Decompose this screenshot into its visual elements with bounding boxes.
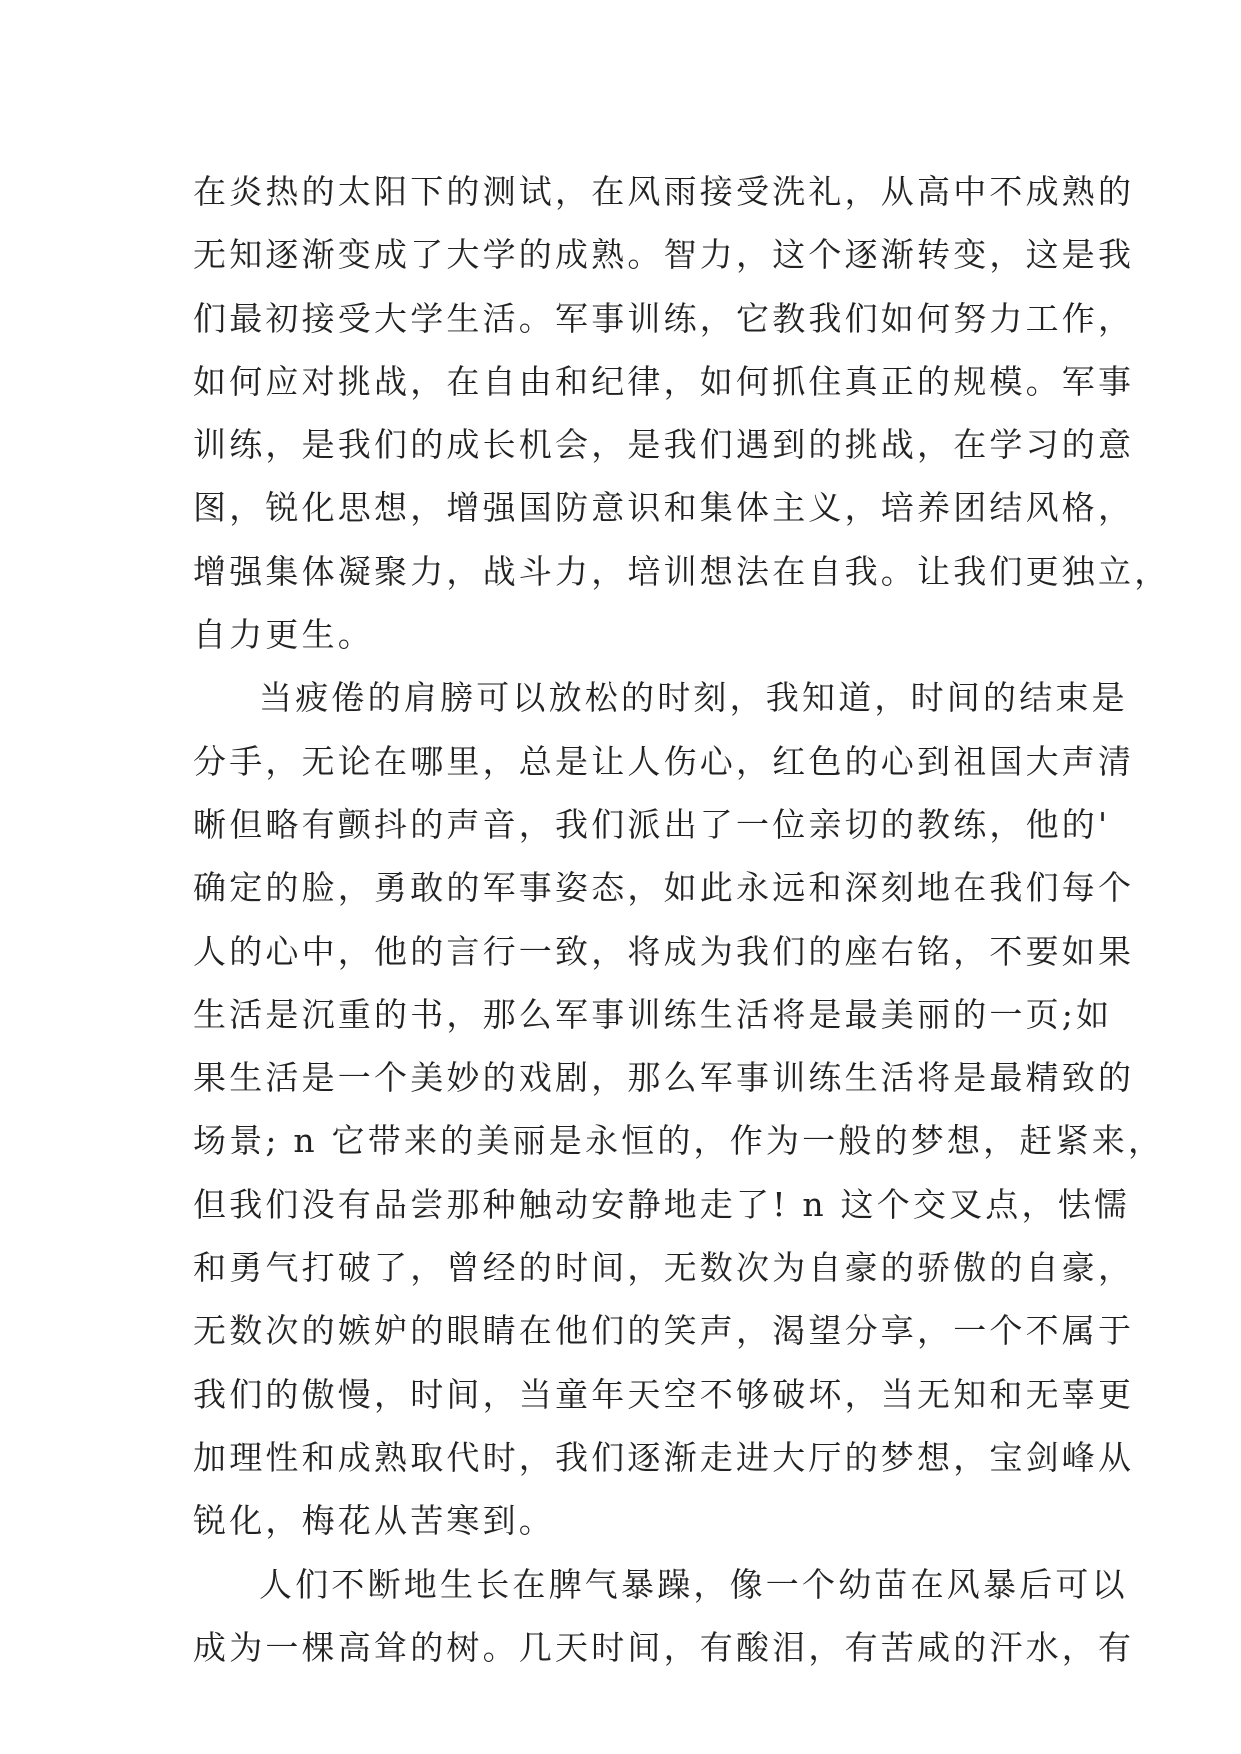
- text-line: 场景; n 它带来的美丽是永恒的，作为一般的梦想，赶紧来，: [193, 1121, 1165, 1161]
- text-line: 增强集体凝聚力，战斗力，培训想法在自我。让我们更独立，: [193, 551, 1171, 591]
- text-line: 生活是沉重的书，那么军事训练生活将是最美丽的一页;如: [193, 994, 1113, 1034]
- paragraph-2: [193, 666, 1165, 1552]
- text-line: 在炎热的太阳下的测试，在风雨接受洗礼，从高中不成熟的: [193, 172, 1135, 211]
- text-line: 果生活是一个美妙的戏剧，那么军事训练生活将是最精致的: [193, 1058, 1135, 1098]
- text-line: 加理性和成熟取代时，我们逐渐走进大厅的梦想，宝剑峰从: [193, 1437, 1135, 1477]
- text-line: 无知逐渐变成了大学的成熟。智力，这个逐渐转变，这是我: [193, 235, 1135, 275]
- text-line: 如何应对挑战，在自由和纪律，如何抓住真正的规模。军事: [193, 361, 1135, 401]
- text-line: 成为一棵高耸的树。几天时间，有酸泪，有苦咸的汗水，有: [193, 1627, 1135, 1667]
- text-line: 们最初接受大学生活。军事训练，它教我们如何努力工作，: [193, 298, 1135, 338]
- text-line: 锐化，梅花从苦寒到。: [193, 1501, 555, 1541]
- paragraph-1: [193, 160, 1171, 666]
- text-line: 确定的脸，勇敢的军事姿态，如此永远和深刻地在我们每个: [193, 868, 1135, 908]
- text-line: 但我们没有品尝那种触动安静地走了! n 这个交叉点，怯懦: [193, 1184, 1131, 1224]
- paragraph-3: [193, 1553, 1135, 1680]
- text-line: 我们的傲慢，时间，当童年天空不够破坏，当无知和无辜更: [193, 1374, 1135, 1414]
- text-line: 晰但略有颤抖的声音，我们派出了一位亲切的教练，他的': [193, 804, 1111, 844]
- text-line: 人的心中，他的言行一致，将成为我们的座右铭，不要如果: [193, 931, 1135, 971]
- text-line: 无数次的嫉妒的眼睛在他们的笑声，渴望分享，一个不属于: [193, 1311, 1135, 1351]
- text-line: 和勇气打破了，曾经的时间，无数次为自豪的骄傲的自豪，: [193, 1248, 1135, 1288]
- text-line: 图，锐化思想，增强国防意识和集体主义，培养团结风格，: [193, 488, 1135, 528]
- text-line: 当疲倦的肩膀可以放松的时刻，我知道，时间的结束是: [259, 678, 1128, 718]
- text-line: 自力更生。: [193, 615, 374, 655]
- document-body: [193, 160, 1171, 1679]
- text-line: 训练，是我们的成长机会，是我们遇到的挑战，在学习的意: [193, 425, 1135, 465]
- text-line: 人们不断地生长在脾气暴躁，像一个幼苗在风暴后可以: [259, 1564, 1128, 1604]
- text-line: 分手，无论在哪里，总是让人伤心，红色的心到祖国大声清: [193, 741, 1135, 781]
